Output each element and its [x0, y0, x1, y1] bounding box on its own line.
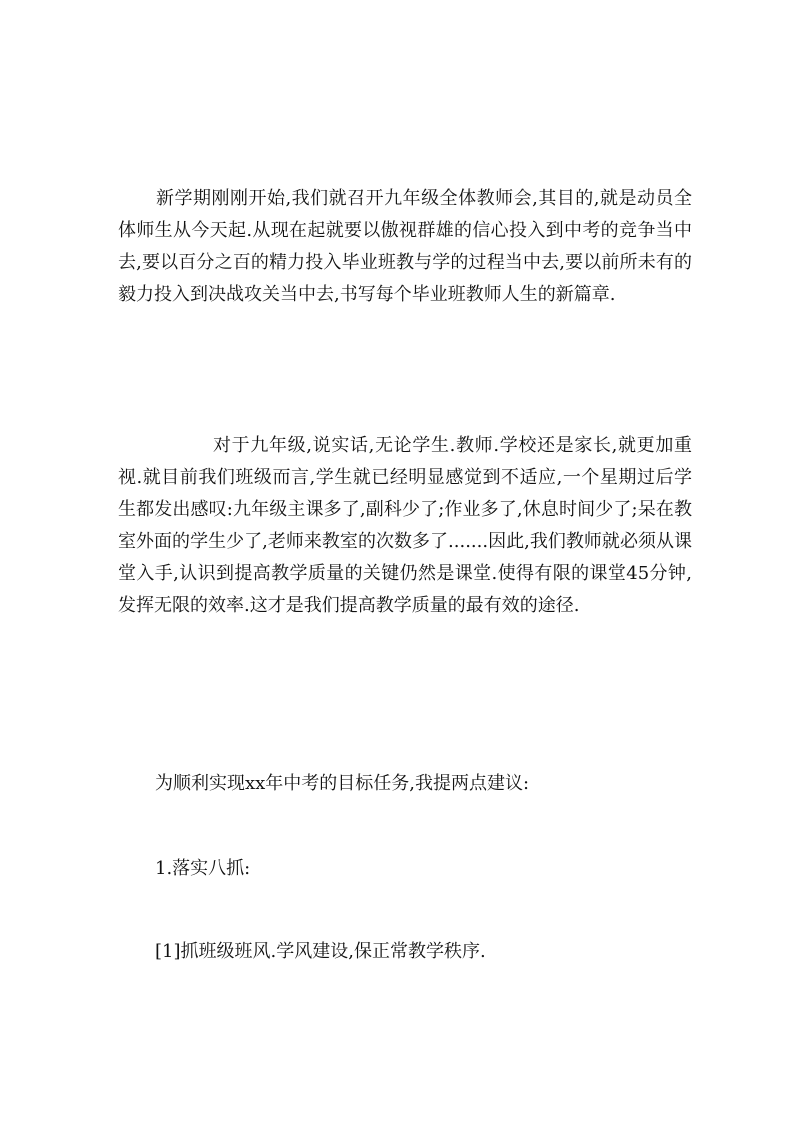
paragraph-intro: 新学期刚刚开始,我们就召开九年级全体教师会,其目的,就是动员全体师生从今天起.从现在起就要以傲视群雄的信心投入到中考的竞争当中去,要以百分之百的精力投入毕业班教与学的过程当中去,要以前所未有的毅力投入到决战攻关当中去,书写每个毕业班教师人生的新篇章.	[118, 188, 692, 305]
paragraph-suggestions-lead: 为顺利实现xx年中考的目标任务,我提两点建议:	[155, 773, 530, 794]
paragraph-grade-nine: 对于九年级,说实话,无论学生.教师.学校还是家长,就更加重视.就目前我们班级而言,学生就已经明显感觉到不适应,一个星期过后学生都发出感叹:九年级主课多了,副科少了;作业多了,休息时间少了;呆在教室外面的学生少了,老师来教室的次数多了.......因此,我们教师就必须从课堂入手,认识到提高教学质量的关键仍然是课堂.使得有限的课堂45分钟,发挥无限的效率.这才是我们提高教学质量的最有效的途径.	[118, 435, 692, 616]
list-heading-eight-points: 1.落实八抓:	[155, 858, 251, 879]
list-item-1: [1]抓班级班风.学风建设,保正常教学秩序.	[155, 941, 486, 962]
